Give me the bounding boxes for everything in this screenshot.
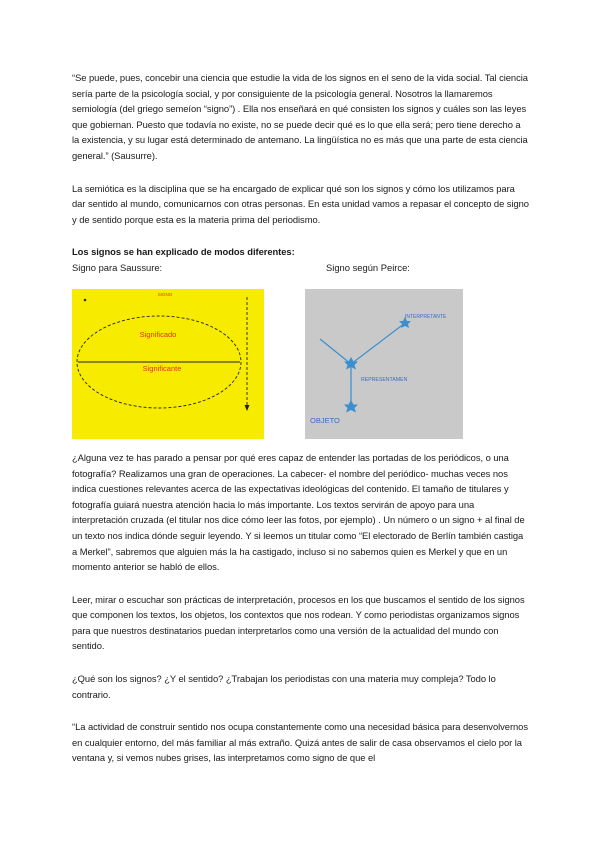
figure-labels — [72, 260, 530, 276]
section-heading: Los signos se han explicado de modos diferentes: — [72, 246, 295, 258]
significante-label: Significante — [142, 363, 182, 373]
objeto-label: OBJETO — [310, 415, 340, 425]
document-page — [72, 70, 530, 766]
edge-interpretante — [351, 323, 405, 364]
actividad-paragraph: “La actividad de construir sentido nos ocupa constantemente como una necesidad básica para desenvolvernos en cualquier entorno, del más familiar al más extraño. Quizá antes de salir de casa observamos el cielo por la ventana y, si vemos nubes grises, las interpretamos como signo de que el — [72, 721, 528, 764]
peirce-diagram-svg — [305, 289, 463, 439]
label-saussure: Signo para Saussure: — [72, 261, 163, 273]
corner-dot — [84, 299, 87, 302]
saussure-diagram-svg — [72, 289, 264, 439]
leer-paragraph: Leer, mirar o escuchar son prácticas de interpretación, procesos en los que buscamos el sentido de los signos que componen los textos, los objetos, los contextos que nos rodean. Y como periodistas organizamos signos para que nuestros destinatarios puedan interpretarlos como una versión de la actualidad del mundo con sentido. — [72, 593, 525, 652]
peirce-sign-diagram — [305, 289, 463, 439]
representamen-label: REPRESENTAMEN — [361, 376, 408, 383]
significado-label: Significado — [139, 329, 177, 339]
body-text — [72, 450, 530, 766]
node-objeto — [344, 400, 358, 413]
saussure-sign-diagram — [72, 289, 264, 439]
edge-left — [320, 339, 351, 364]
preguntas-paragraph: ¿Qué son los signos? ¿Y el sentido? ¿Trabajan los periodistas con una materia muy compleja? Todo lo contrario. — [72, 673, 496, 700]
interpretante-label: INTERPRETANTE — [405, 313, 447, 320]
portadas-paragraph: ¿Alguna vez te has parado a pensar por qué eres capaz de entender las portadas de los periódicos, o una fotografía? Realizamos una gran de operaciones. La cabecer- el nombre del periódico- muchas veces nos indica cuestiones relevantes acerca de las expectativas ideológicas del contenido. El tamaño de titulares y fotografía guiará nuestra atención hacia lo más importante. Los textos servirán de apoyo para una interpretación cruzada (el titular nos dice cómo leer las fotos, por ejemplo) . Un número o un signo + al final de un texto nos indica dónde seguir leyendo. Y si leemos un titular como “El electorado de Berlín también castiga a Merkel”, sabremos que alguien más la ha castigado, incluso si no sabemos quien es Merkel y que en un momento anterior se habló de ellos. — [72, 451, 525, 573]
quote-saussure-paragraph: “Se puede, pues, concebir una ciencia que estudie la vida de los signos en el seno de la vida social. Tal ciencia sería parte de la psicología social, y por consiguiente de la psicología general. Nosotros la llamaremos semiología (del griego semeíon “signo”) . Ella nos enseñará en qué consisten los signos y cuáles son las leyes que gobiernan. Puesto que todavía no existe, no se puede decir qué es lo que ella será; pero tiene derecho a la existencia, y su lugar está determinado de antemano. La lingüística no es más que una parte de esta ciencia general.” (Sausurre). — [72, 72, 528, 161]
figures-row — [72, 289, 530, 449]
semiotica-paragraph: La semiótica es la disciplina que se ha encargado de explicar qué son los signos y cómo los utilizamos para dar sentido al mundo, comunicarnos con otras personas. En esta unidad vamos a repasar el concepto de signo y de sentido porque esta es la materia prima del periodismo. — [72, 182, 529, 225]
arrow-head-icon — [245, 405, 250, 411]
label-peirce: Signo según Peirce: — [326, 261, 410, 273]
signo-title: SIGNO — [157, 291, 173, 297]
